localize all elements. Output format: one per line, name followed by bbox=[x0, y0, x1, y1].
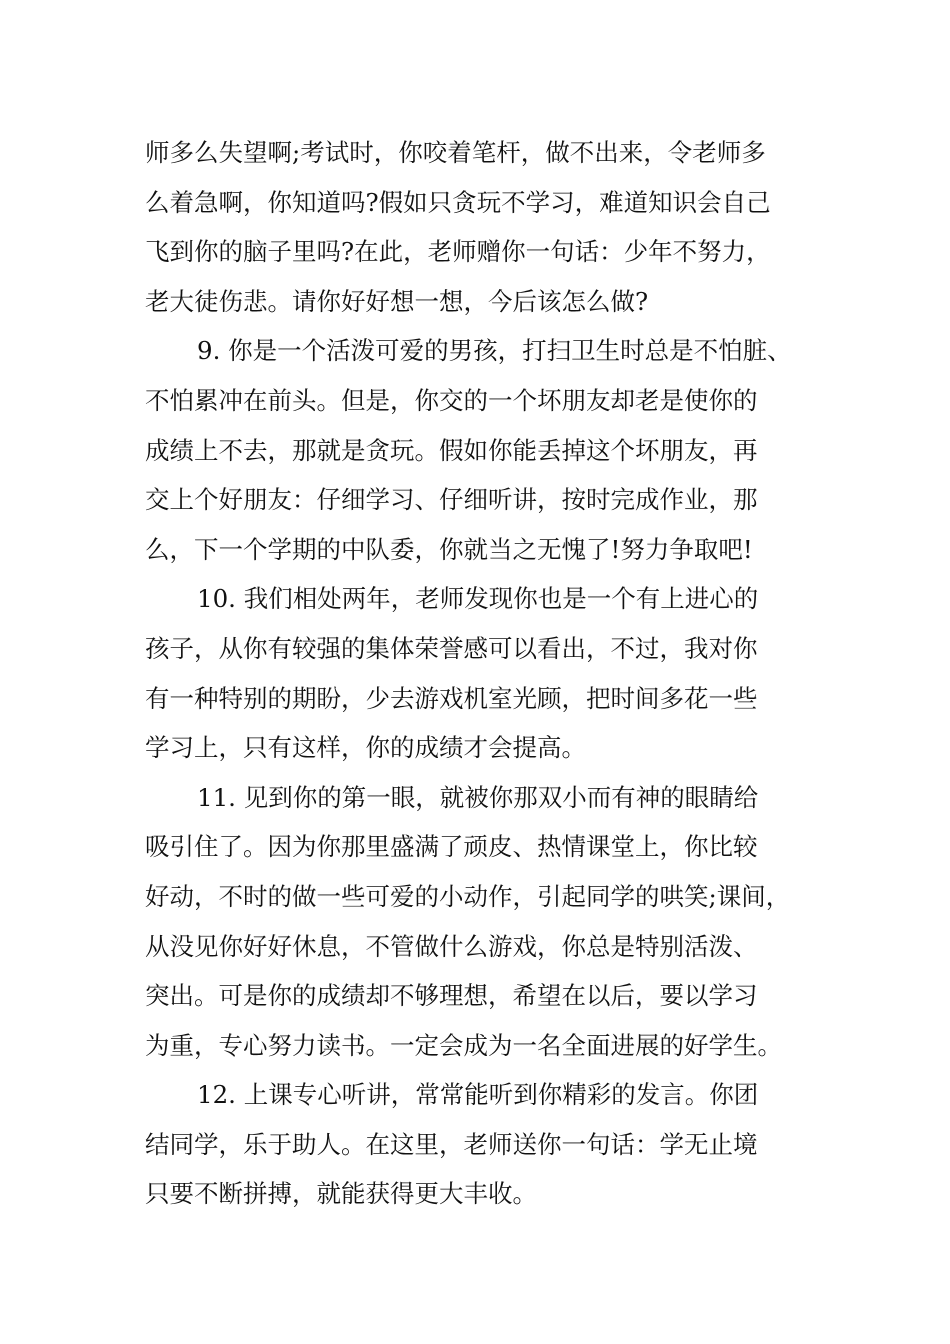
paragraph-10-first-line: 10. 我们相处两年，老师发现你也是一个有上进心的 bbox=[197, 584, 759, 614]
text-line: 么，下一个学期的中队委，你就当之无愧了!努力争取吧! bbox=[145, 534, 753, 564]
text-line: 突出。可是你的成绩却不够理想，希望在以后，要以学习 bbox=[145, 981, 758, 1011]
text-line: 从没见你好好休息，不管做什么游戏，你总是特别活泼、 bbox=[145, 931, 758, 961]
text-line: 不怕累冲在前头。但是，你交的一个坏朋友却老是使你的 bbox=[145, 385, 758, 415]
text-line: 么着急啊，你知道吗?假如只贪玩不学习，难道知识会自己 bbox=[145, 187, 771, 217]
text-line: 只要不断拼搏，就能获得更大丰收。 bbox=[145, 1179, 537, 1209]
text-line: 学习上，只有这样，你的成绩才会提高。 bbox=[145, 733, 586, 763]
text-line: 飞到你的脑子里吗?在此，老师赠你一句话：少年不努力， bbox=[145, 237, 771, 267]
text-line: 结同学，乐于助人。在这里，老师送你一句话：学无止境 bbox=[145, 1129, 758, 1159]
text-line: 为重，专心努力读书。一定会成为一名全面进展的好学生。 bbox=[145, 1030, 782, 1060]
paragraph-11-first-line: 11. 见到你的第一眼，就被你那双小而有神的眼睛给 bbox=[197, 782, 759, 812]
text-line: 老大徒伤悲。请你好好想一想，今后该怎么做? bbox=[145, 286, 649, 316]
document-body bbox=[145, 128, 815, 1219]
text-line: 吸引住了。因为你那里盛满了顽皮、热情课堂上，你比较 bbox=[145, 832, 758, 862]
paragraph-9-first-line: 9. 你是一个活泼可爱的男孩，打扫卫生时总是不怕脏、 bbox=[197, 336, 792, 366]
text-line: 好动，不时的做一些可爱的小动作，引起同学的哄笑;课间， bbox=[145, 881, 791, 911]
text-line: 成绩上不去，那就是贪玩。假如你能丢掉这个坏朋友，再 bbox=[145, 435, 758, 465]
text-line: 孩子，从你有较强的集体荣誉感可以看出，不过，我对你 bbox=[145, 633, 758, 663]
text-line: 交上个好朋友：仔细学习、仔细听讲，按时完成作业，那 bbox=[145, 485, 758, 515]
text-line: 有一种特别的期盼，少去游戏机室光顾，把时间多花一些 bbox=[145, 683, 758, 713]
paragraph-12-first-line: 12. 上课专心听讲，常常能听到你精彩的发言。你团 bbox=[197, 1080, 759, 1110]
text-line: 师多么失望啊;考试时，你咬着笔杆，做不出来，令老师多 bbox=[145, 138, 766, 167]
